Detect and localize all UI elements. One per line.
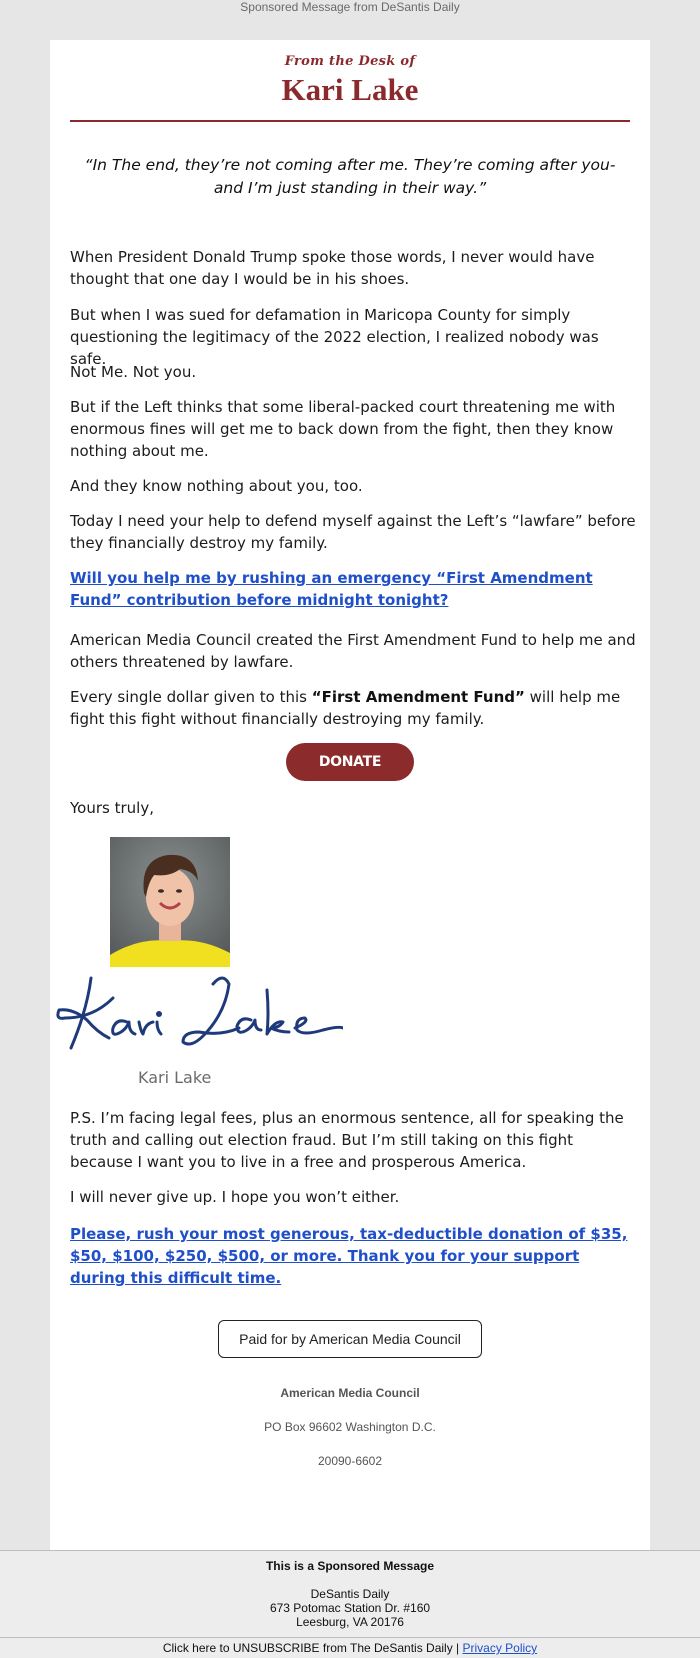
paid-for-disclaimer: Paid for by American Media Council [218, 1320, 482, 1358]
paragraph-8-text-a: Every single dollar given to this [70, 688, 312, 706]
ps-paragraph-1: P.S. I’m facing legal fees, plus an enormous sentence, all for speaking the truth and calling out election fraud. But I’m still taking on this fight because I want you to live in a free and prosperous America. [70, 1109, 624, 1171]
paragraph-2: But when I was sued for defamation in Maricopa County for simply questioning the legitimacy of the 2022 election, I realized nobody was safe. [70, 306, 599, 368]
signature-name: Kari Lake [138, 1068, 212, 1087]
portrait-photo [110, 837, 230, 967]
donate-button[interactable]: DONATE [286, 743, 414, 781]
privacy-policy-link[interactable]: Privacy Policy [462, 1641, 538, 1655]
footer-title: This is a Sponsored Message [265, 1559, 435, 1573]
org-name: American Media Council [280, 1386, 420, 1400]
handwritten-signature [53, 970, 343, 1070]
header-divider [70, 120, 630, 122]
opening-quote: “In The end, they’re not coming after me. They’re coming after you- and I’m just standing in their way.” [84, 156, 616, 197]
paragraph-8-bold: “First Amendment Fund” [311, 688, 525, 706]
email-card [50, 40, 650, 1550]
paragraph-3: Not Me. Not you. [70, 363, 197, 381]
paragraph-1: When President Donald Trump spoke those words, I never would have thought that one day I would be in his shoes. [70, 248, 595, 288]
org-address-line-2: 20090-6602 [317, 1454, 383, 1468]
paragraph-5: And they know nothing about you, too. [70, 477, 363, 495]
unsubscribe-link[interactable]: Click here to UNSUBSCRIBE from The DeSantis Daily | [162, 1641, 463, 1655]
ps-paragraph-2: I will never give up. I hope you won’t either. [70, 1188, 400, 1206]
footer-city: Leesburg, VA 20176 [296, 1615, 404, 1629]
donation-link-1[interactable]: Will you help me by rushing an emergency “First Amendment Fund” contribution before midnight tonight? [70, 569, 593, 609]
footer-divider [0, 1637, 700, 1638]
signoff: Yours truly, [70, 799, 154, 817]
paragraph-8 [70, 686, 636, 730]
footer-unsubscribe-row [0, 1641, 700, 1655]
letterhead-from-desk: From the Desk of [284, 54, 416, 69]
paragraph-8-text-b: will help me fight this fight without financially destroying my family. [70, 688, 621, 728]
org-address-line-1: PO Box 96602 Washington D.C. [264, 1420, 436, 1434]
paragraph-4: But if the Left thinks that some liberal-packed court threatening me with enormous fines will get me to back down from the fight, then they know nothing about me. [70, 398, 616, 460]
paragraph-7: American Media Council created the First Amendment Fund to help me and others threatened by lawfare. [70, 631, 636, 671]
footer-street: 673 Potomac Station Dr. #160 [269, 1601, 431, 1615]
donation-link-2[interactable]: Please, rush your most generous, tax-deductible donation of $35, $50, $100, $250, $500, or more. Thank you for your support during this difficult time. [70, 1225, 628, 1287]
sponsored-header: Sponsored Message from DeSantis Daily [240, 0, 460, 14]
footer [0, 1550, 700, 1658]
letterhead-name: Kari Lake [281, 72, 419, 107]
footer-publisher: DeSantis Daily [310, 1587, 390, 1601]
paragraph-6: Today I need your help to defend myself against the Left’s “lawfare” before they financially destroy my family. [70, 512, 636, 552]
